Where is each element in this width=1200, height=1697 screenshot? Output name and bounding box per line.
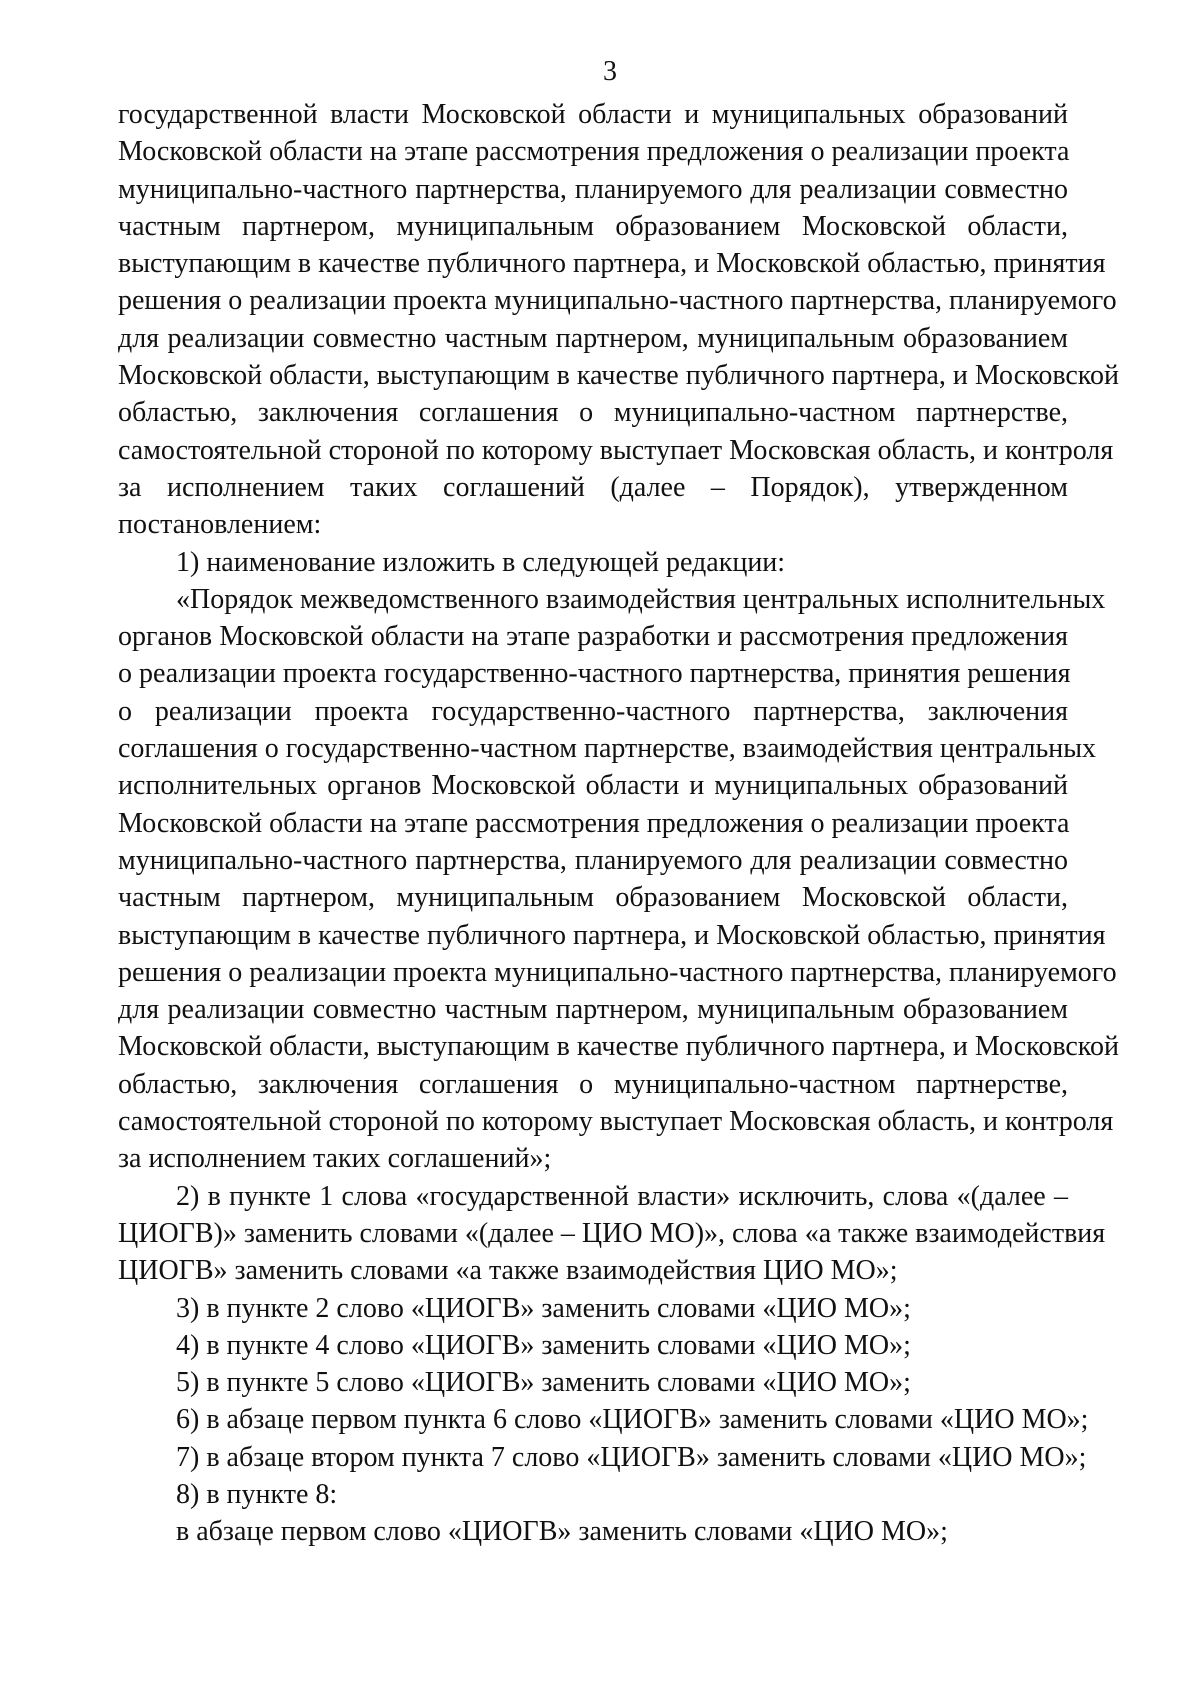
text-line: выступающим в качестве публичного партнера, и Московской областью, принятия <box>118 248 1106 280</box>
text-line: за исполнением таких соглашений (далее – Порядок), утвержденном <box>118 471 1068 503</box>
text-line: Московской области на этапе рассмотрения предложения о реализации проекта <box>118 807 1070 839</box>
text-line: решения о реализации проекта муниципально-частного партнерства, планируемого <box>118 285 1117 317</box>
text-line: муниципально-частного партнерства, планируемого для реализации совместно <box>118 844 1068 876</box>
text-line: 5) в пункте 5 слово «ЦИОГВ» заменить словами «ЦИО МО»; <box>176 1367 911 1399</box>
text-line: самостоятельной стороной по которому выступает Московская область, и контроля <box>118 1106 1114 1138</box>
text-line: «Порядок межведомственного взаимодействия центральных исполнительных <box>176 583 1106 615</box>
text-line: выступающим в качестве публичного партнера, и Московской областью, принятия <box>118 919 1106 951</box>
text-line: самостоятельной стороной по которому выступает Московская область, и контроля <box>118 434 1114 466</box>
page-number: 3 <box>603 56 617 87</box>
text-line: ЦИОГВ» заменить словами «а также взаимодействия ЦИО МО»; <box>118 1255 898 1287</box>
text-line: органов Московской области на этапе разработки и рассмотрения предложения <box>118 621 1068 653</box>
document-body <box>118 96 1119 1551</box>
text-line: государственной власти Московской области и муниципальных образований <box>118 99 1068 130</box>
text-line: постановлением: <box>118 509 322 541</box>
text-line: соглашения о государственно-частном партнерстве, взаимодействия центральных <box>118 733 1097 765</box>
text-line: в абзаце первом слово «ЦИОГВ» заменить словами «ЦИО МО»; <box>176 1516 948 1548</box>
text-line: 7) в абзаце втором пункта 7 слово «ЦИОГВ» заменить словами «ЦИО МО»; <box>176 1441 1087 1473</box>
text-line: 6) в абзаце первом пункта 6 слово «ЦИОГВ» заменить словами «ЦИО МО»; <box>176 1404 1089 1436</box>
text-line: о реализации проекта государственно-частного партнерства, принятия решения <box>118 658 1071 690</box>
text-line: решения о реализации проекта муниципально-частного партнерства, планируемого <box>118 956 1117 988</box>
text-line: областью, заключения соглашения о муниципально-частном партнерстве, <box>118 397 1068 429</box>
text-line: Московской области на этапе рассмотрения предложения о реализации проекта <box>118 136 1070 168</box>
text-line: за исполнением таких соглашений»; <box>118 1143 552 1175</box>
text-line: частным партнером, муниципальным образованием Московской области, <box>118 882 1068 914</box>
text-line: 2) в пункте 1 слова «государственной власти» исключить, слова «(далее – <box>176 1180 1068 1212</box>
text-line: Московской области, выступающим в качестве публичного партнера, и Московской <box>118 1031 1119 1063</box>
text-line: Московской области, выступающим в качестве публичного партнера, и Московской <box>118 360 1119 392</box>
text-line: о реализации проекта государственно-частного партнерства, заключения <box>118 695 1068 727</box>
text-line: частным партнером, муниципальным образованием Московской области, <box>118 210 1068 242</box>
text-line: 3) в пункте 2 слово «ЦИОГВ» заменить словами «ЦИО МО»; <box>176 1292 911 1324</box>
text-line: 4) в пункте 4 слово «ЦИОГВ» заменить словами «ЦИО МО»; <box>176 1329 911 1361</box>
text-line: 8) в пункте 8: <box>176 1478 338 1510</box>
text-line: ЦИОГВ)» заменить словами «(далее – ЦИО МО)», слова «а также взаимодействия <box>118 1217 1106 1249</box>
text-line: областью, заключения соглашения о муниципально-частном партнерстве, <box>118 1068 1068 1100</box>
text-line: для реализации совместно частным партнером, муниципальным образованием <box>118 994 1068 1026</box>
text-line: 1) наименование изложить в следующей редакции: <box>176 546 786 578</box>
text-line: для реализации совместно частным партнером, муниципальным образованием <box>118 322 1068 354</box>
text-line: исполнительных органов Московской области и муниципальных образований <box>118 770 1068 802</box>
text-line: муниципально-частного партнерства, планируемого для реализации совместно <box>118 173 1068 205</box>
